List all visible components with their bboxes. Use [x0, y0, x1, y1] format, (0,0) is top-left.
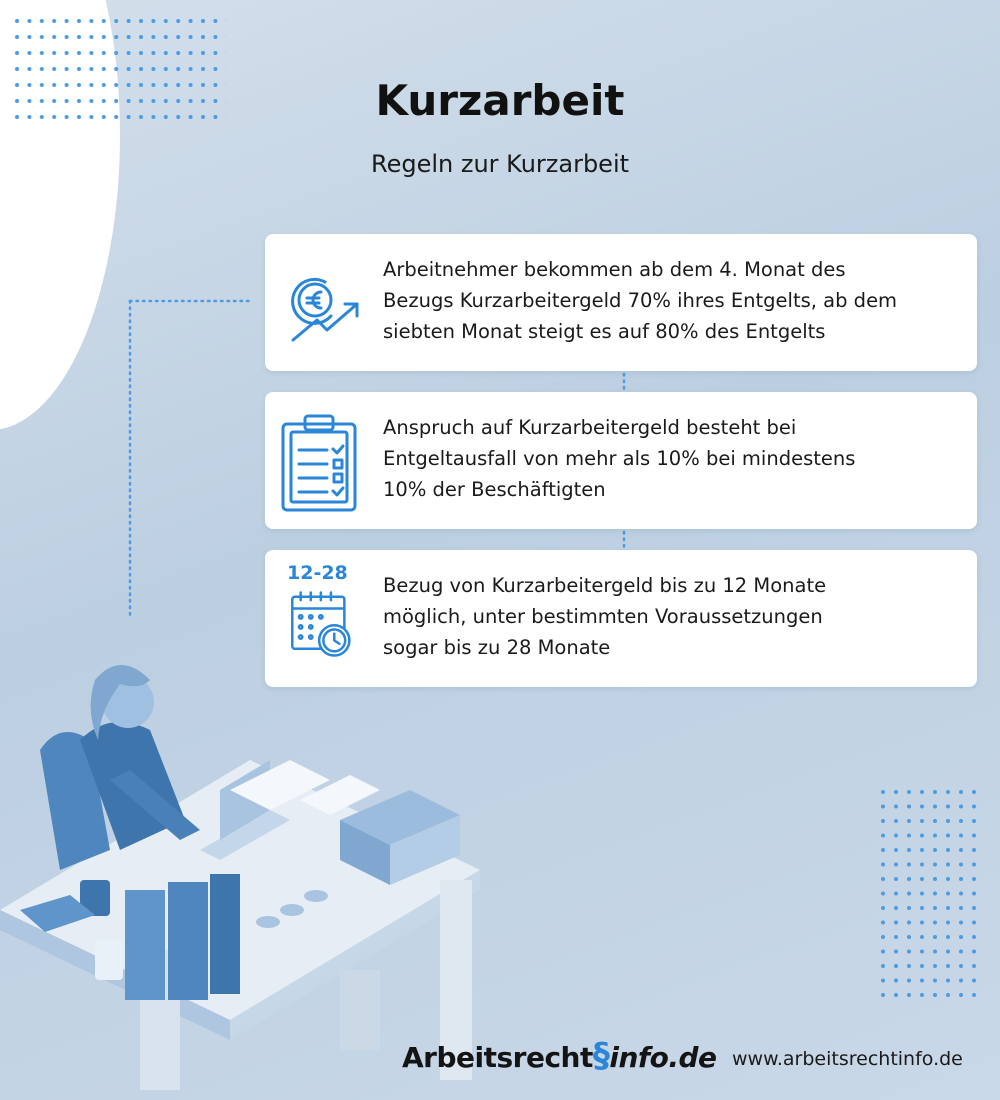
logo-text-part1: Arbeitsrecht: [402, 1041, 593, 1074]
page-title: Kurzarbeit: [375, 76, 625, 125]
info-card-1: [265, 234, 977, 371]
brand-logo[interactable]: [402, 1036, 717, 1076]
card-line: 10% der Beschäftigten: [383, 478, 606, 501]
paragraph-icon: §: [592, 1036, 610, 1076]
info-card-2: [265, 392, 977, 529]
page-subtitle: Regeln zur Kurzarbeit: [370, 150, 630, 178]
card-text-1: [383, 254, 963, 347]
card-line: sogar bis zu 28 Monate: [383, 636, 611, 659]
euro-growth-icon: [279, 254, 361, 354]
clipboard-checklist-icon: [279, 412, 361, 512]
office-worker-illustration: [0, 650, 500, 1100]
card-line: siebten Monat steigt es auf 80% des Entgelts: [383, 320, 826, 343]
card-line: möglich, unter bestimmten Voraussetzungen: [383, 605, 823, 628]
card-line: Bezugs Kurzarbeitergeld 70% ihres Entgelts, ab dem: [383, 289, 898, 312]
card-line: Anspruch auf Kurzarbeitergeld besteht bei: [383, 416, 797, 439]
card-line: Arbeitnehmer bekommen ab dem 4. Monat des: [383, 258, 846, 281]
card-line: Entgeltausfall von mehr als 10% bei mindestens: [383, 447, 856, 470]
logo-text-part2: info.de: [609, 1041, 717, 1074]
card-text-2: [383, 412, 963, 505]
card-line: Bezug von Kurzarbeitergeld bis zu 12 Monate: [383, 574, 827, 597]
dot-grid-bottom-right: [880, 789, 985, 999]
calendar-range-label: 12-28: [287, 562, 348, 584]
website-url-link[interactable]: www.arbeitsrechtinfo.de: [732, 1048, 963, 1070]
